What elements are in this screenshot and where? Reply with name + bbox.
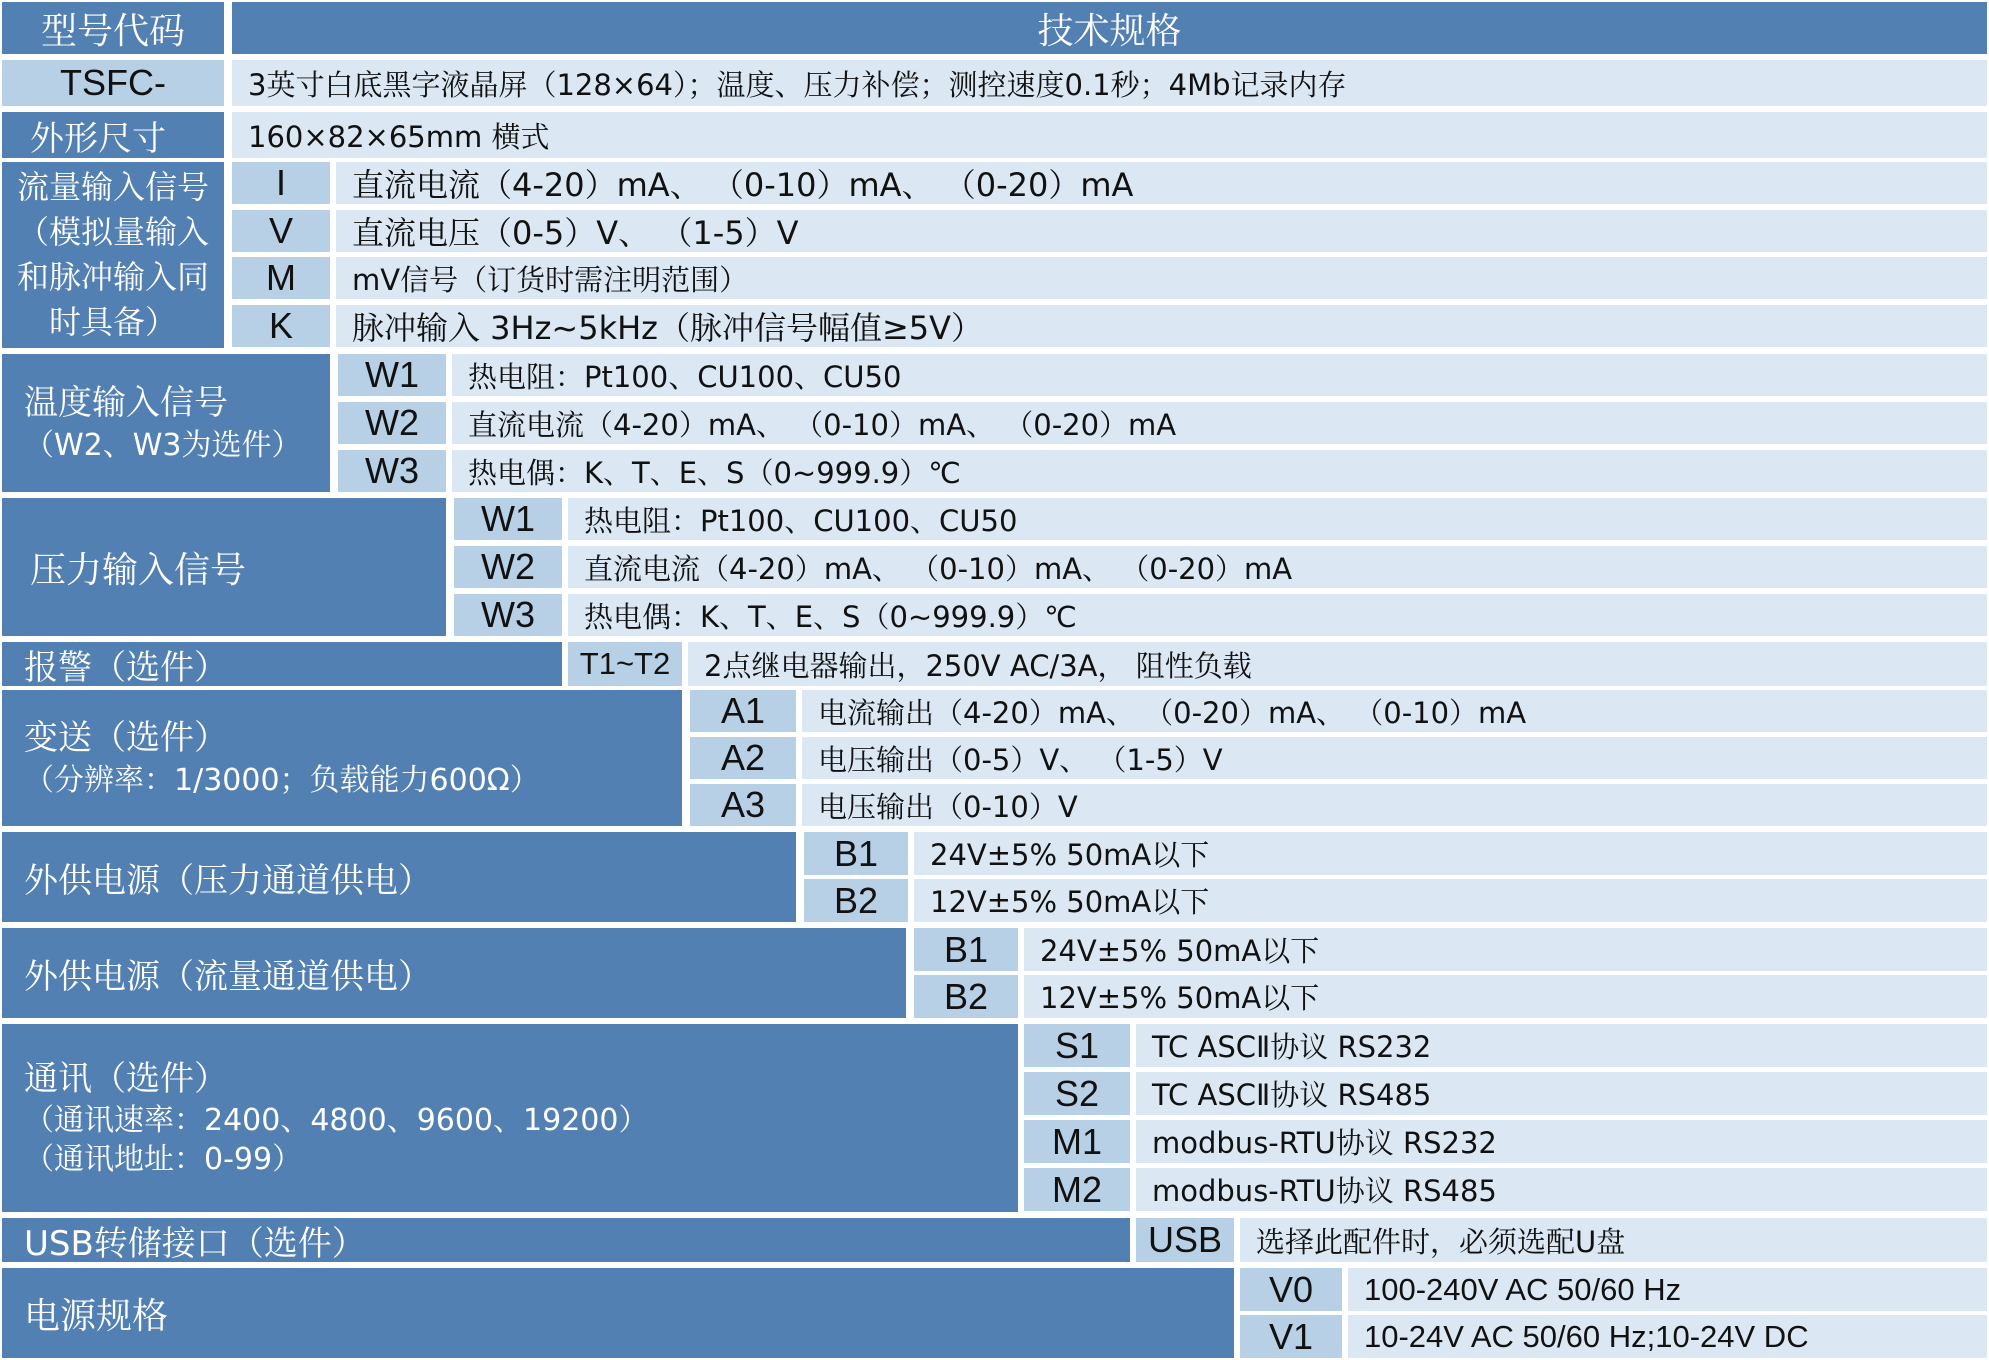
model-spec: 3英寸白底黑字液晶屏（128×64）；温度、压力补偿；测控速度0.1秒；4Mb记录内存 [232,60,1987,106]
temp-option-code: W2 [338,402,446,444]
comm-option-code: M1 [1024,1120,1130,1163]
alarm-desc: 2点继电器输出，250V AC/3A， 阻性负载 [688,642,1987,686]
temp-input-subtitle: （W2、W3为选件） [24,427,302,463]
transmit-title: 变送（选件） [24,718,228,759]
comm-option-desc: modbus-RTU协议 RS485 [1136,1168,1987,1211]
power-supply-label: 电源规格 [2,1268,1234,1358]
temp-option-desc: 热电偶：K、T、E、S（0~999.9）℃ [452,450,1987,492]
flow-option-code: M [232,257,330,299]
temp-option-desc: 热电阻：Pt100、CU100、CU50 [452,354,1987,396]
dimensions-label: 外形尺寸 [2,112,224,158]
transmit-option-code: A3 [690,784,796,826]
flow-option-code: I [232,162,330,204]
dimensions-value: 160×82×65mm 横式 [232,112,1987,158]
comm-title: 通讯（选件） [24,1058,228,1099]
comm-option-code: S1 [1024,1024,1130,1067]
flow-option-desc: 直流电流（4-20）mA、 （0-10）mA、 （0-20）mA [336,162,1987,204]
usb-code: USB [1136,1218,1234,1262]
pressure-option-desc: 热电偶：K、T、E、S（0~999.9）℃ [568,594,1987,636]
comm-address: （通讯地址：0-99） [24,1142,303,1178]
pressure-option-code: W3 [454,594,562,636]
pressure-option-desc: 热电阻：Pt100、CU100、CU50 [568,498,1987,540]
header-model-code: 型号代码 [2,2,224,54]
transmit-option-desc: 电压输出（0-10）V [802,784,1987,826]
flow-option-desc: 脉冲输入 3Hz~5kHz（脉冲信号幅值≥5V） [336,305,1987,347]
power-pressure-code: B2 [804,879,908,922]
temp-input-title: 温度输入信号 [24,383,228,424]
usb-desc: 选择此配件时，必须选配U盘 [1240,1218,1987,1262]
power-supply-code: V0 [1240,1268,1342,1311]
alarm-code: T1~T2 [568,642,682,686]
flow-option-desc: mV信号（订货时需注明范围） [336,257,1987,299]
pressure-option-code: W1 [454,498,562,540]
comm-option-desc: TC ASCⅡ协议 RS232 [1136,1024,1987,1067]
transmit-option-desc: 电压输出（0-5）V、 （1-5）V [802,737,1987,779]
power-flow-desc: 24V±5% 50mA以下 [1024,928,1987,971]
power-pressure-desc: 12V±5% 50mA以下 [914,879,1987,922]
comm-option-desc: TC ASCⅡ协议 RS485 [1136,1072,1987,1115]
pressure-option-code: W2 [454,546,562,588]
power-supply-code: V1 [1240,1315,1342,1358]
transmit-option-code: A2 [690,737,796,779]
power-flow-desc: 12V±5% 50mA以下 [1024,975,1987,1018]
model-code: TSFC- [2,60,224,106]
flow-option-code: K [232,305,330,347]
temp-option-code: W3 [338,450,446,492]
power-pressure-desc: 24V±5% 50mA以下 [914,832,1987,875]
power-supply-desc: 10-24V AC 50/60 Hz;10-24V DC [1348,1315,1987,1358]
flow-input-label-line: 和脉冲输入同 [16,258,209,296]
transmit-option-desc: 电流输出（4-20）mA、 （0-20）mA、 （0-10）mA [802,690,1987,732]
pressure-input-label: 压力输入信号 [2,498,446,636]
flow-input-label-line: （模拟量输入 [16,213,209,251]
flow-option-desc: 直流电压（0-5）V、 （1-5）V [336,210,1987,252]
temp-input-label [2,354,330,492]
transmit-label [2,690,682,826]
temp-option-code: W1 [338,354,446,396]
transmit-option-code: A1 [690,690,796,732]
transmit-subtitle: （分辨率：1/3000；负载能力600Ω） [24,762,540,798]
power-supply-desc: 100-240V AC 50/60 Hz [1348,1268,1987,1311]
alarm-label: 报警（选件） [2,642,562,686]
power-pressure-label: 外供电源（压力通道供电） [2,832,796,922]
power-flow-code: B2 [914,975,1018,1018]
power-pressure-code: B1 [804,832,908,875]
usb-label: USB转储接口（选件） [2,1218,1130,1262]
flow-input-label-line: 流量输入信号 [16,168,209,206]
flow-option-code: V [232,210,330,252]
comm-option-code: S2 [1024,1072,1130,1115]
power-flow-code: B1 [914,928,1018,971]
flow-input-label-line: 时具备） [48,303,177,341]
header-tech-spec: 技术规格 [232,2,1987,54]
comm-option-desc: modbus-RTU协议 RS232 [1136,1120,1987,1163]
power-flow-label: 外供电源（流量通道供电） [2,928,906,1018]
comm-speed: （通讯速率：2400、4800、9600、19200） [24,1103,649,1139]
flow-input-label [2,162,224,348]
pressure-option-desc: 直流电流（4-20）mA、 （0-10）mA、 （0-20）mA [568,546,1987,588]
comm-label [2,1024,1018,1212]
temp-option-desc: 直流电流（4-20）mA、 （0-10）mA、 （0-20）mA [452,402,1987,444]
comm-option-code: M2 [1024,1168,1130,1211]
